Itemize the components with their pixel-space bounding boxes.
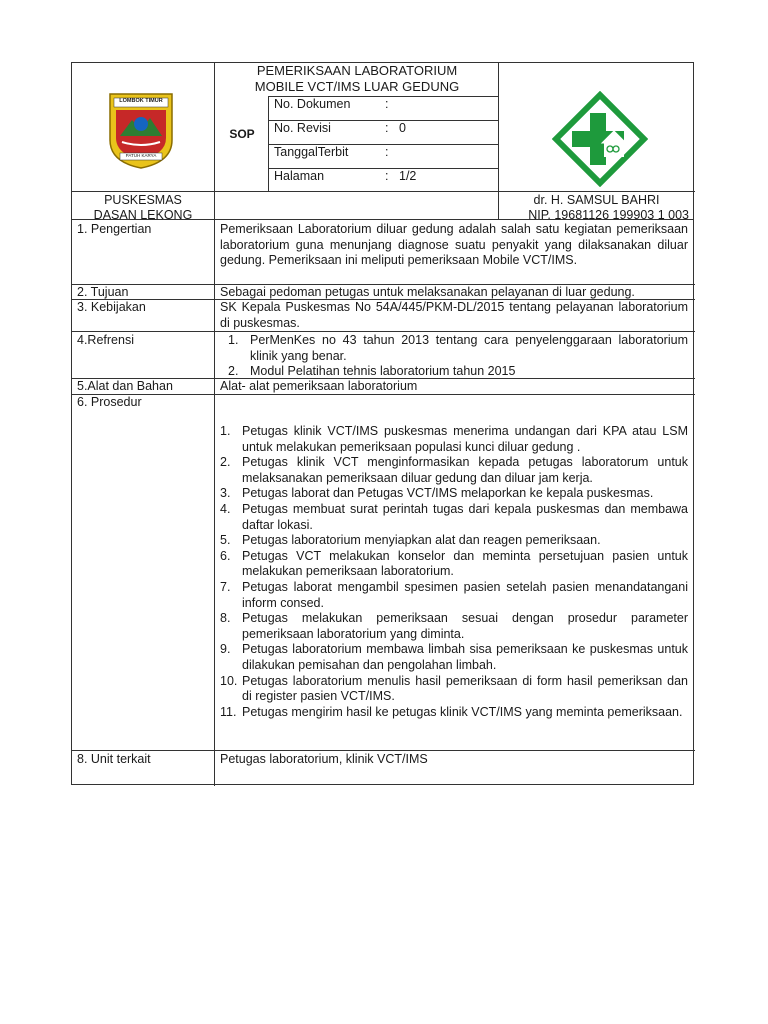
list-item	[220, 705, 688, 721]
list-item-text: Petugas klinik VCT/IMS puskesmas menerima undangan dari KPA atau LSM untuk melakukan pemeriksaan populasi kunci diluar gedung .	[242, 424, 688, 454]
text-unit-terkait: Petugas laboratorium, klinik VCT/IMS	[220, 752, 428, 766]
list-item	[220, 486, 688, 502]
list-item-number: 2.	[220, 455, 231, 470]
field-sep-halaman: :	[385, 169, 389, 183]
list-item-text: Modul Pelatihan tehnis laboratorium tahun 2015	[250, 364, 516, 379]
label-pengertian: 1. Pengertian	[77, 222, 152, 236]
sop-document	[71, 62, 694, 785]
title-line-2: MOBILE VCT/IMS LUAR GEDUNG	[254, 79, 460, 94]
field-sep-no-revisi: :	[385, 121, 389, 135]
signer-name: dr. H. SAMSUL BAHRI	[533, 193, 660, 207]
label-refrensi: 4.Refrensi	[77, 333, 134, 347]
field-sep-no-dokumen: :	[385, 97, 389, 111]
list-item-text: Petugas laboratorium menulis hasil pemeriksaan di form hasil pemeriksan dan di register pasien VCT/IMS.	[242, 673, 688, 704]
list-item-number: 5.	[220, 533, 231, 548]
list-item	[228, 333, 688, 364]
list-item	[220, 642, 688, 673]
list-item	[220, 549, 688, 580]
title-line-1: PEMERIKSAAN LABORATORIUM	[256, 63, 458, 78]
field-label-halaman: Halaman	[274, 169, 325, 183]
list-item-text: Petugas mengirim hasil ke petugas klinik VCT/IMS yang meminta pemeriksaan.	[242, 704, 683, 719]
list-item	[220, 580, 688, 611]
list-item-text: Petugas membuat surat perintah tugas dari kepala puskesmas dan membawa daftar lokasi.	[242, 501, 688, 532]
list-item	[228, 364, 688, 380]
list-item-text: PerMenKes no 43 tahun 2013 tentang cara penyelenggaraan laboratorium klinik yang benar.	[250, 333, 688, 363]
document-title	[215, 63, 499, 95]
list-item-text: Petugas klinik VCT menginformasikan kepada petugas laboratorum untuk melaksanakan pemeriksaan diluar gedung dan diluar jam kerja.	[242, 455, 688, 485]
list-item-number: 6.	[220, 548, 231, 563]
list-item-number: 11.	[220, 704, 237, 719]
label-alat-bahan: 5.Alat dan Bahan	[77, 379, 173, 393]
list-item	[220, 455, 688, 486]
field-label-tanggal-terbit: TanggalTerbit	[274, 145, 349, 159]
field-value-no-revisi: 0	[399, 121, 406, 135]
text-pengertian: Pemeriksaan Laboratorium diluar gedung adalah salah satu kegiatan pemeriksaan laboratorium guna menunjang diagnose suatu penyakit yang dilaksanakan diluar gedung. Pemeriksaan ini meliputi pemeriksaan Mobile VCT/IMS.	[220, 222, 688, 268]
list-item	[220, 533, 688, 549]
text-alat-bahan: Alat- alat pemeriksaan laboratorium	[220, 379, 418, 393]
puskesmas-logo-icon	[552, 91, 648, 187]
org-name-line-2: DASAN LEKONG	[93, 208, 193, 222]
list-prosedur	[220, 424, 688, 720]
list-refrensi	[228, 333, 688, 380]
list-item-number: 9.	[220, 642, 231, 657]
list-item-number: 1.	[228, 333, 239, 347]
left-logo-text-top: LOMBOK TIMUR	[119, 98, 163, 104]
list-item-number: 7.	[220, 579, 231, 594]
list-item-number: 4.	[220, 501, 231, 516]
field-label-no-dokumen: No. Dokumen	[274, 97, 351, 111]
list-item-text: Petugas melakukan pemeriksaan sesuai dengan prosedur parameter pemeriksaan laboratorium yang diminta.	[242, 611, 688, 641]
list-item-text: Petugas laborat dan Petugas VCT/IMS melaporkan ke kepala puskesmas.	[242, 486, 654, 501]
list-item	[220, 424, 688, 455]
org-name-line-1: PUSKESMAS	[104, 193, 182, 207]
label-unit-terkait: 8. Unit terkait	[77, 752, 151, 766]
list-item	[220, 502, 688, 533]
signer-nip: NIP. 19681126 199903 1 003	[528, 208, 689, 222]
text-kebijakan: SK Kepala Puskesmas No 54A/445/PKM-DL/2015 tentang pelayanan laboratorium di puskesmas.	[220, 300, 688, 330]
field-value-halaman: 1/2	[399, 169, 417, 183]
left-logo-text-bottom: PATUH KARYA	[125, 153, 157, 158]
list-item-number: 10.	[220, 673, 238, 688]
label-tujuan: 2. Tujuan	[77, 285, 129, 299]
list-item-text: Petugas VCT melakukan konselor dan meminta persetujuan pasien untuk melakukan pemeriksaan laboratorium.	[242, 548, 688, 579]
content-table	[71, 219, 694, 785]
list-item	[220, 611, 688, 642]
list-item-number: 1.	[220, 424, 231, 438]
label-kebijakan: 3. Kebijakan	[77, 300, 146, 314]
label-prosedur: 6. Prosedur	[77, 395, 142, 409]
list-item-number: 3.	[220, 486, 231, 501]
list-item-text: Petugas laboratorium membawa limbah sisa pemeriksaan ke puskesmas untuk dilakukan pemisahan dan pengolahan limbah.	[242, 642, 688, 672]
field-sep-tanggal-terbit: :	[385, 145, 389, 159]
field-label-no-revisi: No. Revisi	[274, 121, 331, 135]
text-tujuan: Sebagai pedoman petugas untuk melaksanakan pelayanan di luar gedung.	[220, 285, 635, 299]
list-item-text: Petugas laborat mengambil spesimen pasien setelah pasien menandatangani inform consed.	[242, 579, 688, 610]
list-item-text: Petugas laboratorium menyiapkan alat dan reagen pemeriksaan.	[242, 533, 601, 548]
list-item-number: 2.	[228, 364, 239, 379]
sop-label: SOP	[229, 127, 255, 141]
header-table	[71, 62, 694, 220]
list-item	[220, 674, 688, 705]
list-item-number: 8.	[220, 611, 231, 626]
